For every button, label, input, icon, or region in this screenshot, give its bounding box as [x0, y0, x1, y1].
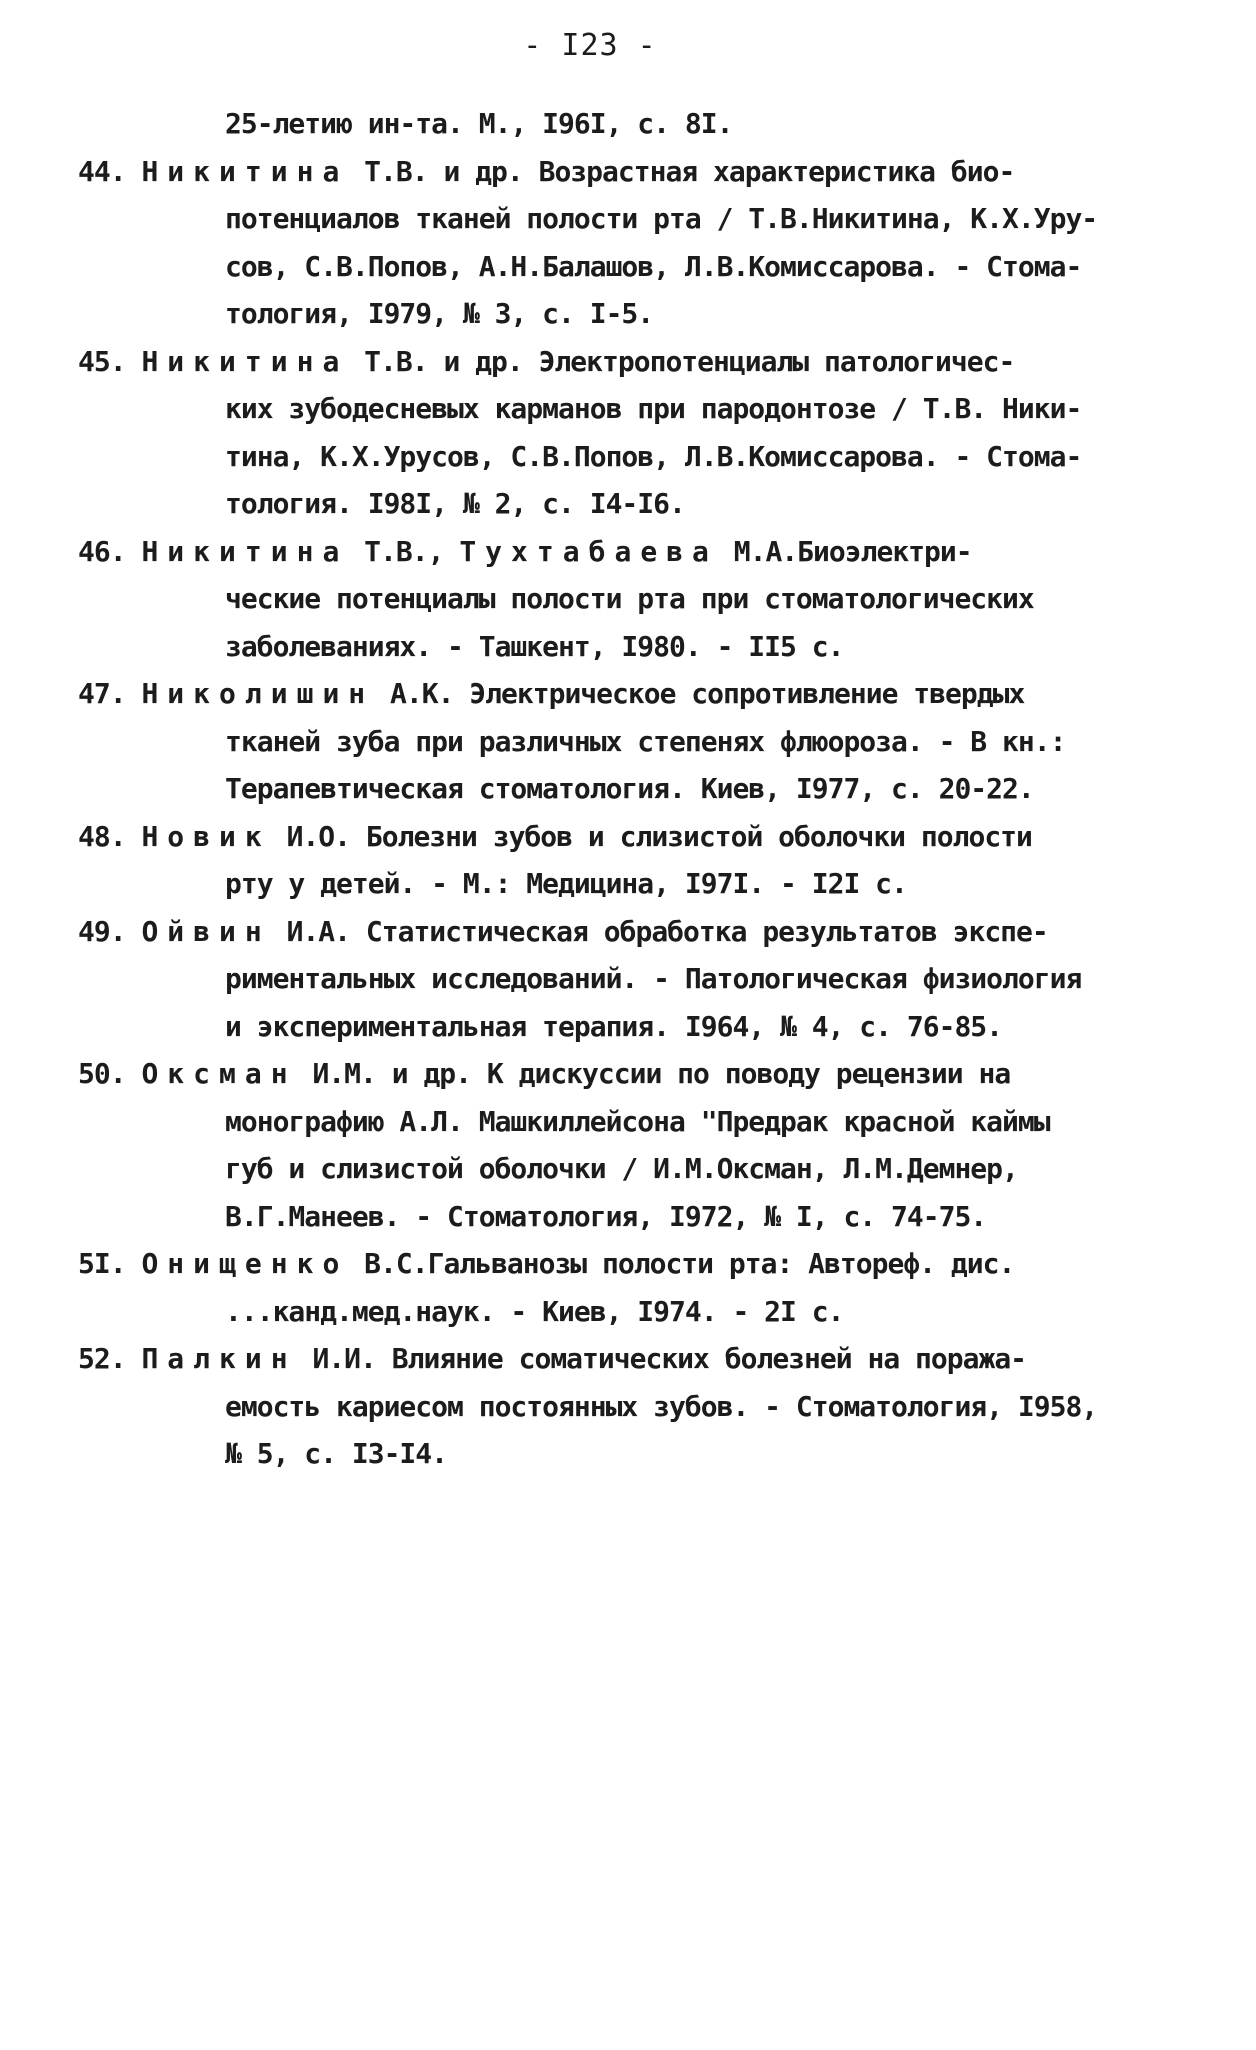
entry-first-line — [78, 670, 1188, 718]
entry-continuation-line: тканей зуба при различных степенях флюороза. - В кн.: — [225, 724, 1066, 758]
bibliography-entry — [78, 1050, 1188, 1240]
entry-first-line — [78, 148, 1188, 196]
entry-title: Т.В., — [348, 534, 460, 568]
entry-continuation-line: губ и слизистой оболочки / И.М.Оксман, Л.М.Демнер, — [225, 1152, 1018, 1185]
entry-author: Оксман — [141, 1057, 297, 1090]
entry-number: 5I. — [78, 1247, 126, 1280]
entry-continuation-line: ких зубодесневых карманов при пародонтозе / Т.В. Ники- — [225, 392, 1082, 425]
entry-title: И.А. Статистическая обработка результатов экспе- — [270, 914, 1048, 948]
bibliography-entry — [78, 1335, 1188, 1478]
entry-coauthor: Тухтабаева — [459, 534, 718, 568]
entry-continuation-line: ческие потенциалы полости рта при стоматологических — [225, 582, 1034, 615]
entry-continuation-line: риментальных исследований. - Патологическая физиология — [225, 962, 1082, 995]
entry-number: 46. — [78, 534, 126, 568]
bibliography-list — [78, 100, 1188, 1478]
entry-continuation-line: тология, I979, № 3, с. I-5. — [225, 297, 654, 330]
entry-continuation-line: монографию А.Л. Машкиллейсона "Предрак красной каймы — [225, 1104, 1050, 1138]
entry-continuation-line: заболеваниях. - Ташкент, I980. - II5 с. — [225, 629, 844, 663]
entry-continuation-line: Терапевтическая стоматология. Киев, I977, с. 20-22. — [225, 772, 1034, 805]
entry-first-line — [78, 338, 1188, 386]
entry-first-line — [78, 908, 1188, 956]
entry-title: М.А.Биоэлектри- — [717, 534, 972, 568]
entry-continuation-line: потенциалов тканей полости рта / Т.В.Никитина, К.Х.Уру- — [225, 202, 1098, 235]
entry-author: Ойвин — [141, 914, 271, 948]
entry-title: И.О. Болезни зубов и слизистой оболочки полости — [270, 819, 1032, 853]
entry-title: Т.В. и др. Электропотенциалы патологичес- — [348, 344, 1015, 378]
entry-first-line — [78, 528, 1188, 576]
entry-continuation-line: ...канд.мед.наук. - Киев, I974. - 2I с. — [225, 1294, 844, 1328]
page-number: - I23 - — [523, 28, 657, 63]
bibliography-entry — [78, 908, 1188, 1051]
entry-number: 45. — [78, 344, 126, 378]
entry-continuation-line: и экспериментальная терапия. I964, № 4, с. 76-85. — [225, 1009, 1003, 1043]
entry-number: 44. — [78, 154, 126, 188]
bibliography-entry — [78, 528, 1188, 671]
entry-first-line — [78, 1240, 1188, 1288]
entry-author: Никитина — [141, 154, 349, 188]
entry-title: В.С.Гальванозы полости рта: Автореф. дис. — [348, 1247, 1015, 1280]
entry-title: И.И. Влияние соматических болезней на поража- — [296, 1342, 1027, 1375]
entry-number: 47. — [78, 677, 126, 710]
entry-continuation-line: В.Г.Манеев. - Стоматология, I972, № I, с. 74-75. — [225, 1199, 987, 1233]
entry-title: А.К. Электрическое сопротивление твердых — [374, 677, 1025, 710]
entry-number: 48. — [78, 819, 126, 853]
entry-number: 50. — [78, 1057, 126, 1090]
bibliography-entry — [78, 813, 1188, 908]
entry-continuation-line: сов, С.В.Попов, А.Н.Балашов, Л.В.Комиссарова. - Стома- — [225, 249, 1082, 283]
entry-first-line — [78, 1335, 1188, 1383]
bibliography-entry — [78, 338, 1188, 528]
entry-title: Т.В. и др. Возрастная характеристика био- — [348, 154, 1015, 188]
bibliography-entry — [78, 670, 1188, 813]
entry-number: 49. — [78, 914, 126, 948]
entry-continuation-line: 25-летию ин-та. М., I96I, с. 8I. — [225, 107, 733, 140]
entry-author: Никитина — [141, 534, 349, 568]
bibliography-entry — [78, 1240, 1188, 1335]
entry-author: Онищенко — [141, 1247, 349, 1280]
entry-number: 52. — [78, 1342, 126, 1375]
entry-continuation-line: тина, К.Х.Урусов, С.В.Попов, Л.В.Комиссарова. - Стома- — [225, 439, 1082, 473]
entry-continuation-line: рту у детей. - М.: Медицина, I97I. - I2I с. — [225, 867, 907, 900]
entry-author: Новик — [141, 819, 271, 853]
entry-title: И.М. и др. К дискуссии по поводу рецензии на — [296, 1057, 1011, 1090]
entry-author: Палкин — [141, 1342, 297, 1375]
entry-continuation-line: № 5, с. I3-I4. — [225, 1437, 448, 1470]
entry-first-line — [78, 813, 1188, 861]
entry-continuation-line: тология. I98I, № 2, с. I4-I6. — [225, 487, 685, 520]
entry-author: Никитина — [141, 344, 349, 378]
entry-author: Николишин — [141, 677, 375, 710]
bibliography-entry — [78, 148, 1188, 338]
entry-first-line — [78, 1050, 1188, 1098]
entry-continuation-line: емость кариесом постоянных зубов. - Стоматология, I958, — [225, 1389, 1098, 1423]
